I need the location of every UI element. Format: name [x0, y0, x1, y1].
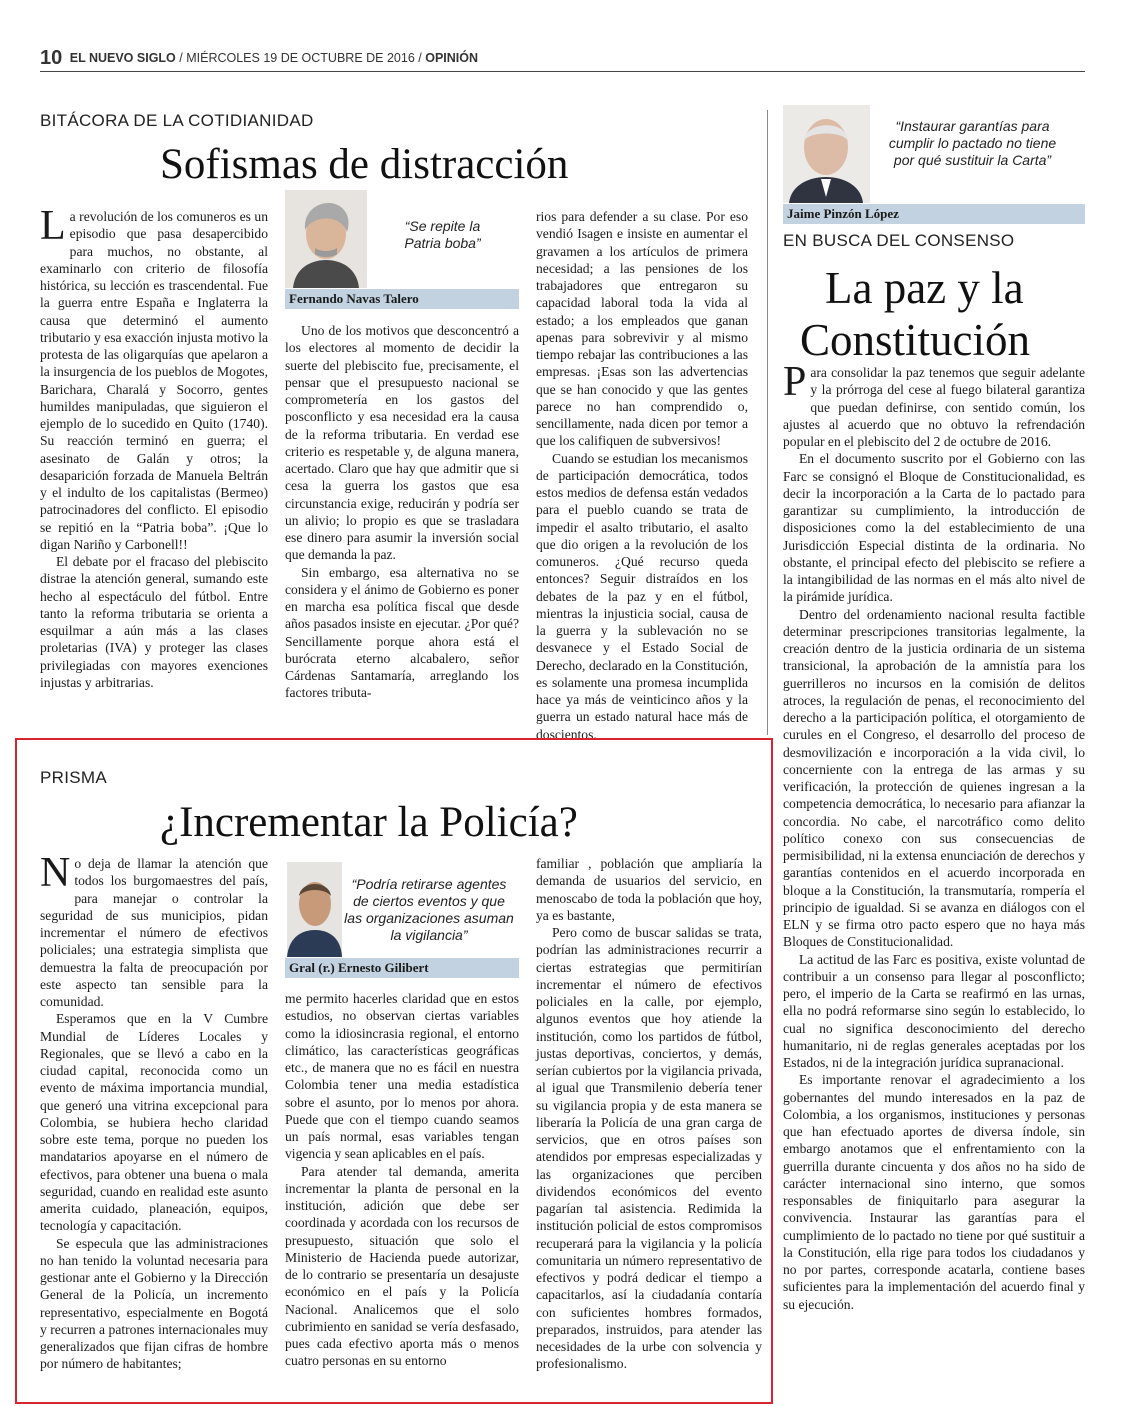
article2-pull-quote: “Instaurar garantías para cumplir lo pactado no tiene por qué sustituir la Carta” — [888, 118, 1057, 168]
article3-title: ¿Incrementar la Policía? — [160, 799, 578, 846]
article3-author-name: Gral (r.) Ernesto Gilibert — [285, 958, 519, 978]
article3-pull-quote: “Podría retirarse agentes de ciertos eventos y que las organizaciones asuman la vigilancia” — [344, 876, 514, 943]
drop-cap: P — [783, 359, 807, 405]
article2-paragraph: ara consolidar la paz tenemos que seguir adelante y la prórroga del cese al fuego bilateral garantiza que puedan definirse, con sentido común, los ajustes al acuerdo que no obtuvo la refrendación popular en el plebiscito del 2 de octubre de 2016. — [783, 365, 1085, 449]
article2-paragraph: Es importante renovar el agradecimiento a los gobernantes del mundo interesados en la paz de Colombia, a los organismos, instituciones y personas que han efectuado aportes de diversa índole, sin embargo anotamos que el enfrentamiento con la guerrilla durante cincuenta y dos años no ha sido de carácter internacional sino interno, que somos responsables de finiquitarlo para asegurar la convivencia. Instaurar las garantías para el cumplimiento de lo pactado no tiene por qué sustituir a la Constitución, ella rige para todos los ciudadanos y no por partes, corresponde acatarla, contiene bases suficientes para la implementación del acuerdo final y su ejecución. — [783, 1072, 1085, 1312]
article3-paragraph: me permito hacerles claridad que en estos estudios, no observan ciertas variables como la idiosincrasia regional, el entorno climático, las características geográficas etc., de manera que no es fácil en nuestra Colombia tener una media estadística sobre el asunto, por lo menos por ahora. Puede que con el tiempo cuando seamos un país normal, esas variables tengan vigencia y sean aplicables en el país. — [285, 991, 519, 1162]
article2-paragraph: En el documento suscrito por el Gobierno con las Farc se consignó el Bloque de Constitucionalidad, es decir la incorporación a la Carta de lo pactado para garantizar su cumplimiento, la introducción de disposiciones como la del establecimiento de una Jurisdicción Especial distinta de la ordinaria. No obstante, el principal efecto del plebiscito se refiere a la intangibilidad de las normas en el más alto nivel de la pirámide jurídica. — [783, 451, 1085, 605]
author-photo-pinzon — [783, 105, 870, 203]
article1-column-2 — [285, 322, 519, 733]
page-number: 10 — [40, 47, 63, 69]
section-name: OPINIÓN — [425, 51, 479, 65]
author-photo-navas — [285, 190, 367, 288]
drop-cap: L — [40, 203, 66, 249]
article2-title-line-2: Constitución — [800, 315, 1031, 365]
article3-paragraph: Pero como de buscar salidas se trata, podrían las administraciones recurrir a ciertas estrategias que permitirían incrementar el número de efectivos policiales en la calle, por ejemplo, algunos eventos que hoy atiende la institución, como los partidos de fútbol, justas deportivas, conciertos, y demás, serían cubiertos por la vigilancia privada, al igual que Transmilenio debería tener su vigilancia propia y de esta manera se liberaría la Policía de una gran carga de servicios, que en otros países son atendidos por empresas especializadas y las organizaciones que perciben dividendos económicos del evento pagarían tal asistencia. Redimida la institución policial de estos compromisos recuperará para la vigilancia y la policía comunitaria un número representativo de efectivos y podrá dedicar el tiempo a capacitarlos, así la ciudadanía contaría con suficientes hombres formados, preparados, instruidos, para atender las necesidades de la urbe con solvencia y profesionalismo. — [536, 925, 762, 1372]
article3-paragraph: o deja de llamar la atención que todos los burgomaestres del país, para manejar o controlar la seguridad de sus municipios, pidan incrementar el número de efectivos policiales; una estrategia simplista que demuestra la falta de preocupación por este aspecto tan sensible para la comunidad. — [40, 856, 268, 1009]
article2-paragraph: La actitud de las Farc es positiva, existe voluntad de contribuir a un consenso para llegar al posconflicto; pero, el imperio de la Carta se reafirmó en las urnas, ella no podrá reformarse sino según lo establecido, lo cual no significa desconocimiento del derecho humanitario, ni de reglas generales aceptadas por los Estados, ni de la integración jurídica supranacional. — [783, 951, 1085, 1070]
folio-separator: / — [418, 51, 422, 65]
article3-paragraph: familiar , población que ampliaría la demanda de usuarios del servicio, en menoscabo de toda la población que hoy, ya es bastante, — [536, 856, 762, 923]
folio-line — [40, 47, 478, 70]
article3-column-3 — [536, 855, 762, 1400]
portrait-icon — [285, 190, 367, 288]
article1-paragraph: Cuando se estudian los mecanismos de participación democrática, todos estos medios de defensa están vedados para el pueblo cuando se trata de impedir el asalto tributario, el asalto que dio origen a la revolución de los comuneros. ¿Qué recurso queda entonces? Seguir distraídos en los debates de la paz y en el fútbol, mientras la injusticia social, causa de la guerra y la sublevación no se desvanece y el Estado Social de Derecho, declarado en la Constitución, es solamente una promesa incumplida hace ya más de veinticinco años y la guerra un estado natural hace más de doscientos. — [536, 450, 748, 742]
publication-name: EL NUEVO SIGLO — [69, 51, 176, 65]
article1-paragraph: rios para defender a su clase. Por eso vendió Isagen e insiste en aumentar el gravamen a los artículos de primera necesidad; a las pensiones de los trabajadores que entregaron su capacidad laboral toda la vida al estado; a los empleados que ganan apenas para sobrevivir y al mismo tiempo rebajar las contribuciones a las empresas. ¡Esas son las advertencias que se han conocido y que las gentes parece no han comprendido o, sencillamente, nada dicen por temor a que los califiquen de subversivos! — [536, 209, 748, 449]
article2-paragraph: Dentro del ordenamiento nacional resulta factible determinar prescripciones transitorias legalmente, la creación dentro de la justicia ordinaria de un sistema transicional, la aprobación de la amnistía para los guerrilleros no incursos en la comisión de delitos atroces, la regulación de penas, el reconocimiento del derecho a la participación política, el otorgamiento de curules en el Congreso, el desarrollo del proceso de desmovilización e incorporación a la vida civil, lo concerniente con la entrega de las armas y su verificación, la protección de quienes ingresan a la competencia democrática, lo necesario para afianzar la concordia. No cabe, el narcotráfico como delito político conexo con sus consecuencias de permisibilidad, ni la extensa enunciación de derechos y garantías contenidos en el acuerdo incorporada en bloque a la Constitución, la transmutaría, rompería el principio de igualdad. Si se avanza en diálogos con el ELN y se firma otro pacto espero que no haya más Bloques de Constitucionalidad. — [783, 606, 1085, 950]
article1-author-name: Fernando Navas Talero — [285, 289, 519, 309]
article3-column-2 — [285, 990, 519, 1400]
article1-column-1 — [40, 203, 269, 733]
issue-date: MIÉRCOLES 19 DE OCTUBRE DE 2016 — [186, 51, 415, 65]
column-divider — [767, 110, 768, 735]
drop-cap: N — [40, 850, 71, 896]
article1-title: Sofismas de distracción — [160, 141, 569, 188]
article3-paragraph: Esperamos que en la V Cumbre Mundial de Líderes Locales y Regionales, que se llevó a cabo en la ciudad capital, reconocida como un evento de máxima importancia mundial, que generó una vitrina excepcional para Colombia, se hubiera hecho claridad sobre este tema, porque no pueden los mandatarios apoyarse en el número de efectivos, para obtener una buena o mala seguridad, cuando en realidad este asunto amerita cuidado, planeación, equipos, tecnología y capacitación. — [40, 1011, 268, 1234]
article2-kicker: EN BUSCA DEL CONSENSO — [783, 231, 1015, 250]
portrait-icon — [287, 862, 342, 957]
article1-paragraph: a revolución de los comuneros es un episodio que pasa desapercibido para muchos, no obstante, al examinarlo con criterio de filosofía histórica, su lección es trascendental. Fue la guerra entre España e Inglaterra la causa que determinó el aumento tributario y esa exacción injusta motivo la protesta de las oligarquías que apelaron a la insurgencia de los pueblos de Mogotes, Barichara, Charalá y Socorro, gentes humildes manipuladas, que siguieron el ejemplo de lo sucedido en Quito (1740). Su reacción terminó en guerra; el asesinato de Galán y otros; la desaparición forzada de Manuela Beltrán y el indulto de los capitalistas (Bermeo) patrocinadores del conflicto. El episodio se repitió en la “Patria boba”. ¡Que lo digan Nariño y Carbonell!! — [40, 209, 269, 552]
article3-column-1 — [40, 850, 268, 1400]
article2-author-name: Jaime Pinzón López — [783, 204, 1085, 224]
article1-kicker: BITÁCORA DE LA COTIDIANIDAD — [40, 111, 314, 130]
article1-paragraph: El debate por el fracaso del plebiscito distrae la atención general, sumando este hecho al espectáculo del fútbol. Entre tanto la reforma tributaria se orienta a esquilmar a aún más a las clases proletarias (IVA) y proteger las clases privilegiadas con mayores exenciones injustas y arbitrarias. — [40, 554, 268, 690]
article2-body — [783, 359, 1085, 1404]
article3-paragraph: Para atender tal demanda, amerita incrementar la planta de personal en la institución, adición que debe ser coordinada y acordada con los recursos de presupuesto, situación que solo el Ministerio de Hacienda puede autorizar, de lo contrario se presentaría un desajuste económico en el país y la Policía Nacional. Analicemos que el solo cubrimiento en sanidad se vería desfasado, pues cada efectivo aporta más o menos cuatro personas en su entorno — [285, 1163, 519, 1369]
article1-pull-quote: “Se repite la Patria boba” — [404, 218, 481, 251]
portrait-icon — [783, 105, 870, 203]
author-photo-gilibert — [287, 862, 342, 957]
article3-kicker: PRISMA — [40, 768, 107, 787]
article2-title-line-1: La paz y la — [825, 263, 1024, 313]
article1-paragraph: Sin embargo, esa alternativa no se considera y el ánimo de Gobierno es poner en marcha esa política fiscal que desde años pasados insiste en ejecutar. ¿Por qué? Sencillamente porque ahora está el burócrata eterno alcabalero, señor Cárdenas Santamaría, arreglando los factores tributa- — [285, 564, 519, 701]
article1-column-3 — [536, 208, 748, 742]
article1-paragraph: Uno de los motivos que desconcentró a los electores al momento de decidir la suerte del plebiscito fue, precisamente, el pensar que el presupuesto nacional se comprometería en los gastos del posconflicto y esa necesidad era la causa de la reforma tributaria. En verdad ese criterio es respetable y, de alguna manera, acertado. Claro que hay que admitir que si cesa la guerra los gastos que esa circunstancia exige, reducirán y podría ser un alivio; lo propio es que se trasladara ese dinero para asumir la inversión social que demanda la paz. — [285, 323, 519, 563]
folio-separator: / — [179, 51, 183, 65]
article3-paragraph: Se especula que las administraciones no han tenido la voluntad necesaria para gestionar ante el Gobierno y la Dirección General de la Policía, un incremento representativo, especialmente en Bogotá y recurren a patrones internacionales muy generalizados que fijan cifras de hombre por número de habitantes; — [40, 1235, 268, 1372]
header-rule — [40, 71, 1085, 72]
